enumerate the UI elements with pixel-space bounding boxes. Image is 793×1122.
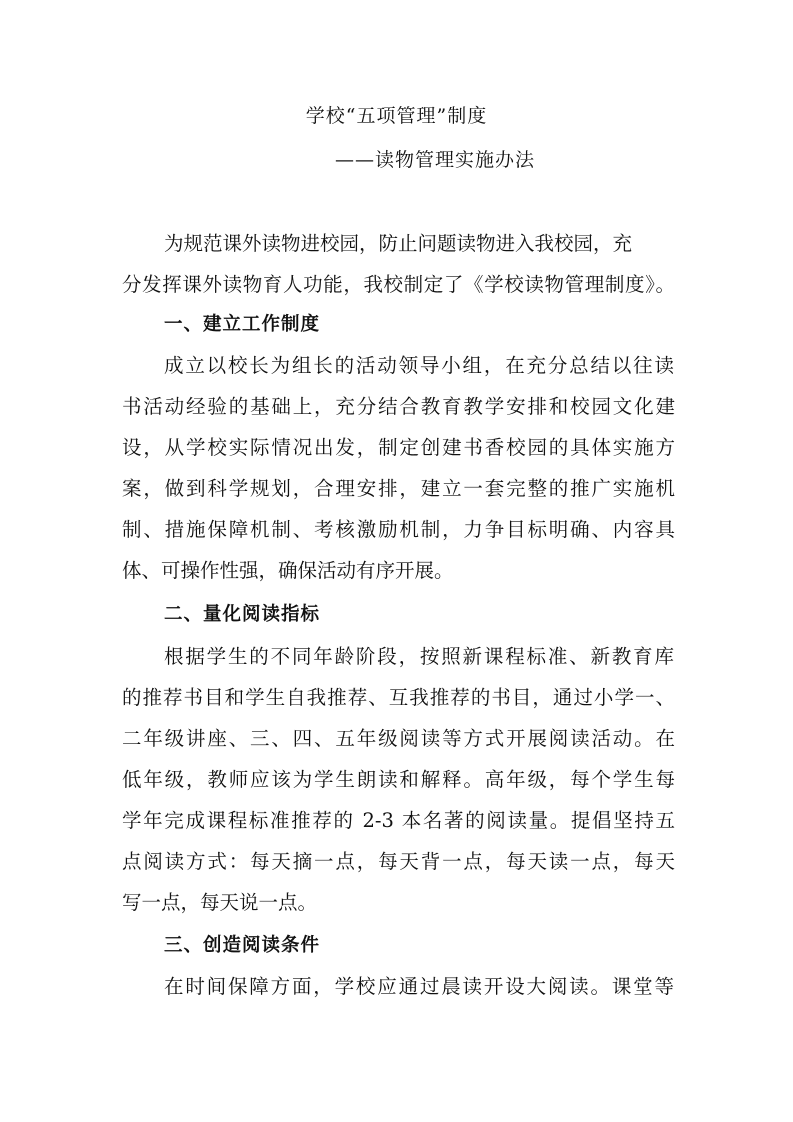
- paragraph-line: 二年级讲座、三、四、五年级阅读等方式开展阅读活动。在: [122, 727, 675, 750]
- paragraph-line: 案，做到科学规划，合理安排，建立一套完整的推广实施机: [122, 477, 675, 500]
- paragraph-line: 在时间保障方面，学校应通过晨读开设大阅读。课堂等: [164, 975, 674, 998]
- paragraph-line: 点阅读方式：每天摘一点，每天背一点，每天读一点，每天: [122, 850, 675, 873]
- paragraph-line: 根据学生的不同年龄阶段，按照新课程标准、新教育库: [164, 645, 674, 668]
- paragraph-line: 学年完成课程标准推荐的 2-3 本名著的阅读量。提倡坚持五: [122, 809, 675, 832]
- paragraph-line: 写一点，每天说一点。: [122, 891, 318, 914]
- section-heading: 三、创造阅读条件: [164, 935, 321, 956]
- document-title: 学校“五项管理”制度: [305, 105, 488, 127]
- paragraph-line: 分发挥课外读物育人功能，我校制定了《学校读物管理制度》。: [122, 273, 675, 296]
- paragraph-line: 低年级，教师应该为学生朗读和解释。高年级，每个学生每: [122, 768, 675, 791]
- paragraph-line: 成立以校长为组长的活动领导小组，在充分总结以往读: [164, 354, 674, 377]
- paragraph-line: 设，从学校实际情况出发，制定创建书香校园的具体实施方: [122, 436, 675, 459]
- paragraph-line: 为规范课外读物进校园，防止问题读物进入我校园，充: [164, 232, 633, 255]
- document-subtitle: ——读物管理实施办法: [335, 149, 536, 171]
- paragraph-line: 的推荐书目和学生自我推荐、互我推荐的书目，通过小学一、: [122, 686, 675, 709]
- paragraph-line: 书活动经验的基础上，充分结合教育教学安排和校园文化建: [122, 395, 675, 418]
- section-heading: 二、量化阅读指标: [164, 604, 321, 625]
- paragraph-line: 体、可操作性强，确保活动有序开展。: [122, 559, 454, 582]
- section-heading: 一、建立工作制度: [164, 314, 321, 335]
- paragraph-line: 制、措施保障机制、考核激励机制，力争目标明确、内容具: [122, 518, 675, 541]
